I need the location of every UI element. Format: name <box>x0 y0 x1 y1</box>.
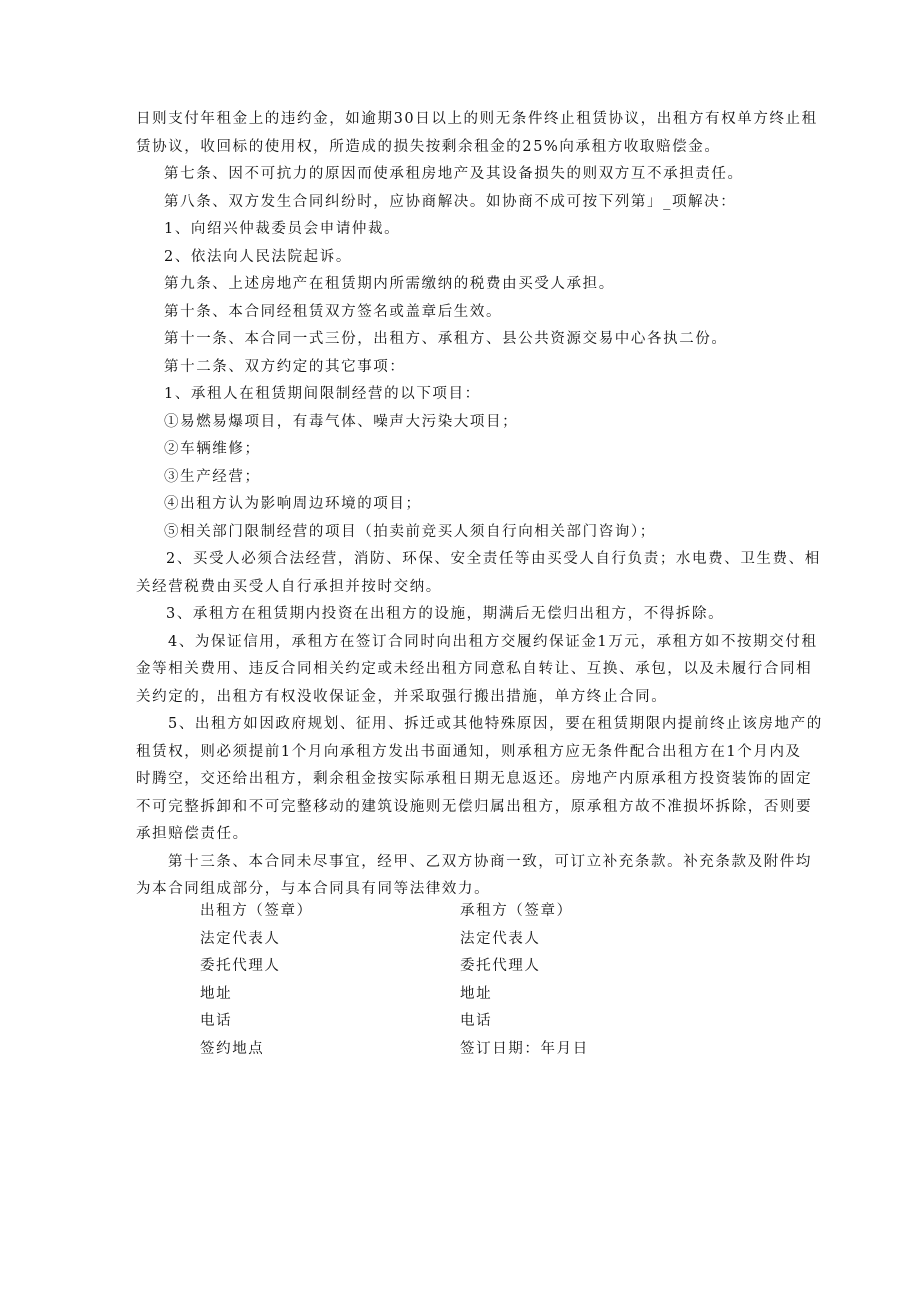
article-7: 第七条、因不可抗力的原因而使承租房地产及其设备损失的则双方互不承担责任。 <box>164 166 744 182</box>
lessee-address-label: 地址 <box>460 985 493 1002</box>
list-item: ③生产经营； <box>164 468 261 485</box>
text-line: 日则支付年租金上的违约金，如逾期30日以上的则无条件终止租赁协议，出租方有权单方终止租 <box>136 111 818 127</box>
article-10: 第十条、本合同经租赁双方签名或盖章后生效。 <box>164 303 503 320</box>
signing-date-label: 签订日期：年月日 <box>460 1040 589 1057</box>
signature-row <box>200 926 800 954</box>
signature-row <box>200 898 800 926</box>
lessor-seal-label: 出租方（签章） <box>200 903 313 919</box>
article-8: 第八条、双方发生合同纠纷时，应协商解决。如协商不成可按下列第」_项解决： <box>164 193 737 210</box>
text-line: 不可完整拆卸和不可完整移动的建筑设施则无偿归属出租方，原承租方故不准损坏拆除，否则要 <box>136 798 813 815</box>
contract-body <box>136 106 823 904</box>
lessee-legal-rep-label: 法定代表人 <box>460 930 541 947</box>
list-item: 5、出租方如因政府规划、征用、拆迁或其他特殊原因，要在租赁期限内提前终止该房地产的 <box>168 716 823 732</box>
lessor-phone-label: 电话 <box>200 1013 233 1029</box>
article-13: 第十三条、本合同未尽事宜，经甲、乙双方协商一致，可订立补充条款。补充条款及附件均 <box>168 853 812 870</box>
text-line: 赁协议，收回标的使用权，所造成的损失按剩余租金的25%向承租方收取赔偿金。 <box>136 138 721 155</box>
lessee-seal-label: 承租方（签章） <box>460 903 573 919</box>
lessee-phone-label: 电话 <box>460 1013 493 1029</box>
text-line: 租赁权，则必须提前1个月向承租方发出书面通知，则承租方应无条件配合出租方在1个月内及 <box>136 743 802 760</box>
lessee-agent-label: 委托代理人 <box>460 958 541 974</box>
signature-block <box>200 898 800 1063</box>
signature-row <box>200 1008 800 1036</box>
lessor-address-label: 地址 <box>200 985 233 1002</box>
lessor-agent-label: 委托代理人 <box>200 958 281 974</box>
signature-row <box>200 1036 800 1064</box>
text-line: 时腾空，交还给出租方，剩余租金按实际承租日期无息返还。房地产内原承租方投资装饰的固定 <box>136 771 813 787</box>
list-item: ②车辆维修； <box>164 441 261 457</box>
signature-row <box>200 953 800 981</box>
text-line: 承担赔偿责任。 <box>136 826 249 842</box>
signature-row <box>200 981 800 1009</box>
list-item: ⑤相关部门限制经营的项目（拍卖前竞买人须自行向相关部门咨询）； <box>164 523 656 540</box>
signing-place-label: 签约地点 <box>200 1040 265 1057</box>
list-item: 3、承租方在租赁期内投资在出租方的设施，期满后无偿归出租方，不得拆除。 <box>166 606 725 622</box>
list-item: ①易燃易爆项目，有毒气体、噪声大污染大项目； <box>164 413 519 430</box>
list-item: 1、向绍兴仲裁委员会申请仲裁。 <box>164 221 401 237</box>
article-12: 第十二条、双方约定的其它事项： <box>164 358 406 375</box>
article-9: 第九条、上述房地产在租赁期内所需缴纳的税费由买受人承担。 <box>164 276 615 292</box>
lessor-legal-rep-label: 法定代表人 <box>200 930 281 947</box>
list-item: 2、依法向人民法院起诉。 <box>164 248 352 265</box>
text-line: 关经营税费由买受人自行承担并按时交纳。 <box>136 578 442 595</box>
list-item: 1、承租人在租赁期间限制经营的以下项目： <box>164 386 481 402</box>
text-line: 为本合同组成部分，与本合同具有同等法律效力。 <box>136 881 491 897</box>
text-line: 金等相关费用、违反合同相关约定或未经出租方同意私自转让、互换、承包，以及未履行合同相 <box>136 661 813 677</box>
list-item: 4、为保证信用，承租方在签订合同时向出租方交履约保证金1万元，承租方如不按期交付租 <box>168 633 818 650</box>
list-item: ④出租方认为影响周边环境的项目； <box>164 496 422 512</box>
article-11: 第十一条、本合同一式三份，出租方、承租方、县公共资源交易中心各执二份。 <box>164 331 728 347</box>
list-item: 2、买受人必须合法经营，消防、环保、安全责任等由买受人自行负责；水电费、卫生费、相 <box>166 551 821 567</box>
text-line: 关约定的，出租方有权没收保证金，并采取强行搬出措施，单方终止合同。 <box>136 688 668 705</box>
